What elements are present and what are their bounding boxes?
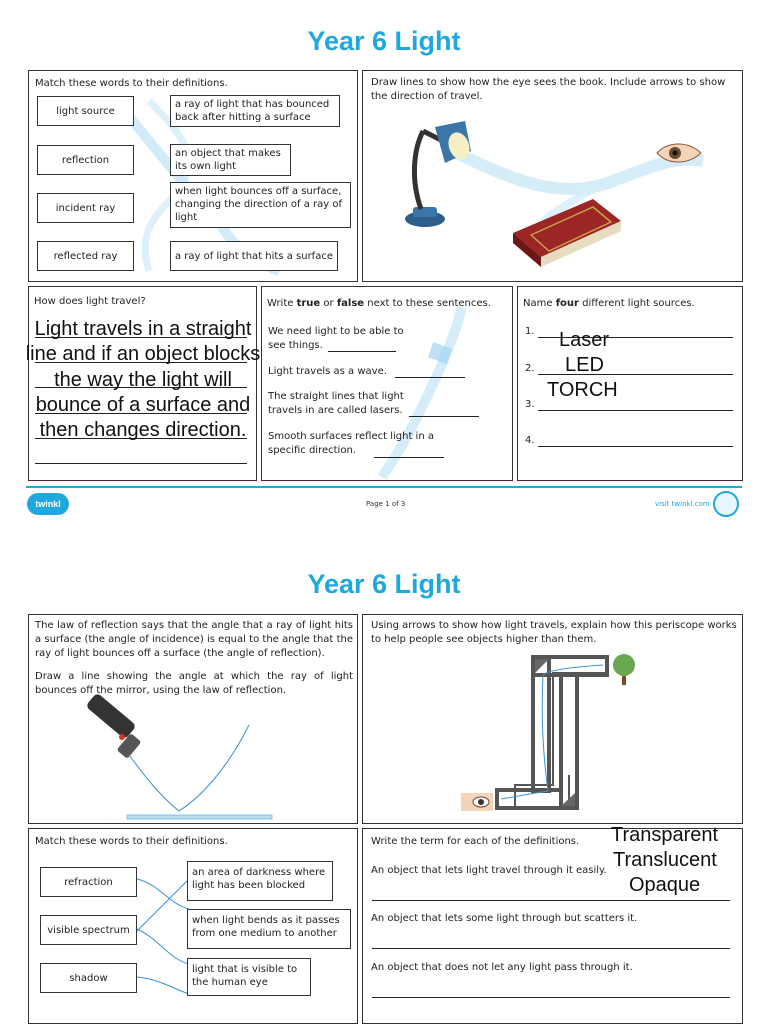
answer-torch[interactable]: TORCH [547, 379, 618, 401]
match-section-2 [28, 828, 358, 1024]
sentence-3: The straight lines that light travels in are called lasers. [268, 391, 404, 416]
true-false-section [261, 286, 513, 481]
answer-line[interactable] [372, 997, 730, 998]
match-section [28, 70, 358, 282]
definition-bounced-ray[interactable]: a ray of light that has bounced back after hitting a surface [170, 95, 340, 127]
answer-translucent[interactable]: Translucent [613, 849, 717, 871]
word-reflected-ray[interactable]: reflected ray [37, 241, 134, 271]
law-of-reflection-section [28, 614, 358, 824]
match-instruction-2: Match these words to their definitions. [35, 836, 228, 847]
visit-link[interactable]: visit twinkl.com [655, 500, 710, 508]
travel-section [25, 286, 261, 481]
draw-instruction: Draw lines to show how the eye sees the book. Include arrows to show the direction of travel. [371, 77, 726, 102]
mirror [127, 815, 272, 819]
travel-question: How does light travel? [34, 296, 146, 307]
definition-shadow[interactable]: an area of darkness where light has been blocked [187, 861, 333, 901]
light-sources-instruction: Name four different light sources. [523, 298, 695, 309]
page-title-2: Year 6 Light [307, 569, 461, 599]
word-refraction[interactable]: refraction [40, 867, 137, 897]
sentence-1: We need light to be able to see things. [268, 326, 404, 351]
match-instruction: Match these words to their definitions. [35, 78, 228, 89]
travel-answer[interactable]: Light travels in a straight line and if an object blocks the way the light will bounce of a surface and then changes direction. [25, 318, 261, 442]
torch-mirror-illustration [29, 615, 359, 825]
law-text: The law of reflection says that the angle that a ray of light hits a surface (the angle of incidence) is equal to the angle that the ray of light bounces off a surface (the angle of reflection). [35, 620, 353, 659]
answer-line[interactable] [374, 457, 444, 458]
terms-instruction: Write the term for each of the definitions. [371, 836, 580, 847]
number-3: 3. [525, 399, 535, 410]
page-number: Page 1 of 3 [366, 500, 406, 508]
term-definition-2: An object that lets some light through but scatters it. [371, 913, 638, 924]
draw-section [362, 70, 743, 282]
periscope-instruction: Using arrows to show how light travels, explain how this periscope works to help people see objects higher than them. [371, 620, 737, 645]
word-reflection[interactable]: reflection [37, 145, 134, 175]
answer-line [35, 463, 247, 464]
term-definition-3: An object that does not let any light pass through it. [371, 962, 633, 973]
torch-icon [85, 692, 141, 759]
quality-badge-icon [713, 491, 739, 517]
sentence-4: Smooth surfaces reflect light in a specific direction. [268, 431, 434, 456]
answer-laser[interactable]: Laser [559, 329, 610, 351]
answer-line[interactable] [328, 351, 396, 352]
definition-refraction[interactable]: when light bends as it passes from one medium to another [187, 909, 351, 949]
periscope-illustration [363, 615, 744, 825]
answer-line[interactable] [372, 900, 730, 901]
word-light-source[interactable]: light source [37, 96, 134, 126]
light-sources-section [517, 286, 743, 481]
book-icon [513, 199, 621, 267]
number-4: 4. [525, 435, 535, 446]
definition-visible-spectrum[interactable]: light that is visible to the human eye [187, 958, 311, 996]
answer-transparent[interactable]: Transparent [611, 824, 719, 846]
law-instruction: Draw a line showing the angle at which the ray of light bounces off the mirror, using the law of reflection. [35, 671, 353, 696]
number-2: 2. [525, 363, 535, 374]
word-incident-ray[interactable]: incident ray [37, 193, 134, 223]
tree-icon [613, 654, 635, 685]
term-definition-1: An object that lets light travel through it easily. [371, 865, 607, 876]
definition-own-light[interactable]: an object that makes its own light [170, 144, 291, 176]
page-title: Year 6 Light [307, 26, 461, 56]
eye-icon [461, 793, 493, 811]
answer-line[interactable] [395, 377, 465, 378]
answer-line[interactable] [538, 446, 733, 447]
definition-changing-direction[interactable]: when light bounces off a surface, changing the direction of a ray of light [170, 182, 351, 228]
answer-opaque[interactable]: Opaque [629, 874, 701, 896]
word-visible-spectrum[interactable]: visible spectrum [40, 915, 137, 945]
answer-led[interactable]: LED [565, 354, 604, 376]
true-false-instruction: Write true or false next to these sentences. [267, 298, 491, 309]
answer-line[interactable] [372, 948, 730, 949]
word-shadow[interactable]: shadow [40, 963, 137, 993]
answer-line[interactable] [409, 416, 479, 417]
sentence-2: Light travels as a wave. [268, 366, 387, 377]
draw-illustration [363, 71, 744, 283]
terms-section [362, 824, 743, 1024]
footer-divider [26, 486, 742, 488]
twinkl-logo: twinkl [27, 493, 69, 515]
number-1: 1. [525, 326, 535, 337]
definition-hits-surface[interactable]: a ray of light that hits a surface [170, 241, 338, 271]
answer-line[interactable] [538, 410, 733, 411]
periscope-section [362, 614, 743, 824]
